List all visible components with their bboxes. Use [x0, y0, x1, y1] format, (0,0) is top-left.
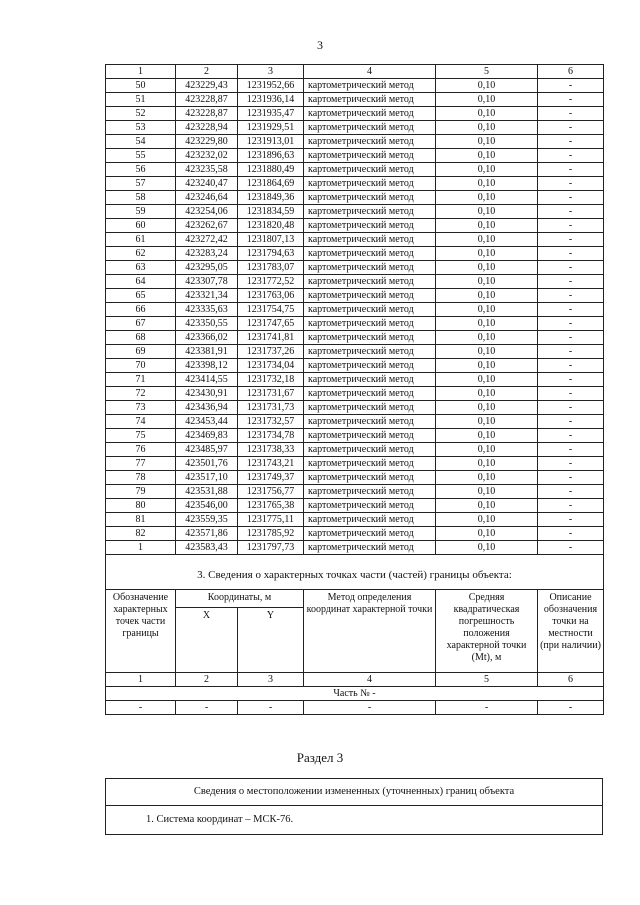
point-number-cell: 77 — [106, 457, 176, 471]
table-row — [106, 317, 604, 331]
table-row — [106, 289, 604, 303]
method-cell: картометрический метод — [304, 177, 436, 191]
description-cell: - — [538, 149, 604, 163]
description-cell: - — [538, 275, 604, 289]
table-row — [106, 541, 604, 555]
coord-x-cell: 423254,06 — [176, 205, 238, 219]
point-number-cell: 69 — [106, 345, 176, 359]
coord-y-cell: 1231794,63 — [238, 247, 304, 261]
coord-y-cell: 1231797,73 — [238, 541, 304, 555]
method-cell: картометрический метод — [304, 163, 436, 177]
table-row — [106, 401, 604, 415]
point-number-cell: 57 — [106, 177, 176, 191]
point-number-cell: 59 — [106, 205, 176, 219]
coordinates-table — [105, 64, 604, 715]
method-cell: картометрический метод — [304, 317, 436, 331]
point-number-cell: 53 — [106, 121, 176, 135]
coord-x-cell: 423398,12 — [176, 359, 238, 373]
coord-x-cell: 423559,35 — [176, 513, 238, 527]
coord-y-cell: 1231731,73 — [238, 401, 304, 415]
accuracy-cell: 0,10 — [436, 345, 538, 359]
coord-x-cell: 423235,58 — [176, 163, 238, 177]
coord-y-cell: 1231929,51 — [238, 121, 304, 135]
description-cell: - — [538, 107, 604, 121]
description-cell: - — [538, 513, 604, 527]
accuracy-cell: 0,10 — [436, 79, 538, 93]
method-cell: картометрический метод — [304, 401, 436, 415]
table-row — [106, 429, 604, 443]
method-cell: картометрический метод — [304, 93, 436, 107]
point-number-cell: 64 — [106, 275, 176, 289]
method-cell: картометрический метод — [304, 513, 436, 527]
point-number-cell: 62 — [106, 247, 176, 261]
description-cell: - — [538, 135, 604, 149]
s3-col-num-3: 3 — [238, 673, 304, 687]
point-number-cell: 55 — [106, 149, 176, 163]
description-cell: - — [538, 177, 604, 191]
header-coordinates: Координаты, м — [176, 590, 304, 608]
coord-x-cell: 423335,63 — [176, 303, 238, 317]
method-cell: картометрический метод — [304, 471, 436, 485]
point-number-cell: 73 — [106, 401, 176, 415]
accuracy-cell: 0,10 — [436, 289, 538, 303]
description-cell: - — [538, 233, 604, 247]
section3-title: 3. Сведения о характерных точках части (частей) границы объекта: — [106, 555, 604, 590]
coord-x-cell: 423272,42 — [176, 233, 238, 247]
point-number-cell: 60 — [106, 219, 176, 233]
description-cell: - — [538, 415, 604, 429]
method-cell: картометрический метод — [304, 79, 436, 93]
point-number-cell: 81 — [106, 513, 176, 527]
accuracy-cell: 0,10 — [436, 457, 538, 471]
description-cell: - — [538, 219, 604, 233]
col-num-1: 1 — [106, 65, 176, 79]
coord-y-cell: 1231749,37 — [238, 471, 304, 485]
table-row — [106, 387, 604, 401]
description-cell: - — [538, 387, 604, 401]
accuracy-cell: 0,10 — [436, 93, 538, 107]
coordinate-system: 1. Система координат – МСК-76. — [105, 805, 603, 835]
coord-y-cell: 1231936,14 — [238, 93, 304, 107]
method-cell: картометрический метод — [304, 219, 436, 233]
table-row — [106, 121, 604, 135]
coord-x-cell: 423262,67 — [176, 219, 238, 233]
method-cell: картометрический метод — [304, 289, 436, 303]
coord-y-cell: 1231849,36 — [238, 191, 304, 205]
description-cell: - — [538, 499, 604, 513]
coord-y-cell: 1231738,33 — [238, 443, 304, 457]
table-row — [106, 303, 604, 317]
method-cell: картометрический метод — [304, 527, 436, 541]
coord-y-cell: 1231743,21 — [238, 457, 304, 471]
coord-x-cell: 423517,10 — [176, 471, 238, 485]
description-cell: - — [538, 345, 604, 359]
point-number-cell: 1 — [106, 541, 176, 555]
header-description: Описание обозначения точки на местности (при наличии) — [538, 590, 604, 673]
empty-cell-6: - — [538, 701, 604, 715]
accuracy-cell: 0,10 — [436, 261, 538, 275]
coord-y-cell: 1231763,06 — [238, 289, 304, 303]
method-cell: картометрический метод — [304, 387, 436, 401]
coord-y-cell: 1231896,63 — [238, 149, 304, 163]
coord-x-cell: 423307,78 — [176, 275, 238, 289]
coord-x-cell: 423501,76 — [176, 457, 238, 471]
description-cell: - — [538, 471, 604, 485]
s3-col-num-2: 2 — [176, 673, 238, 687]
empty-cell-1: - — [106, 701, 176, 715]
method-cell: картометрический метод — [304, 331, 436, 345]
header-designation: Обозначение характерных точек части границы — [106, 590, 176, 673]
description-cell: - — [538, 303, 604, 317]
empty-cell-2: - — [176, 701, 238, 715]
coord-y-cell: 1231741,81 — [238, 331, 304, 345]
coord-y-cell: 1231935,47 — [238, 107, 304, 121]
description-cell: - — [538, 289, 604, 303]
coord-x-cell: 423546,00 — [176, 499, 238, 513]
header-accuracy: Средняя квадратическая погрешность положения характерной точки (Mt), м — [436, 590, 538, 673]
accuracy-cell: 0,10 — [436, 247, 538, 261]
section3-title-row — [106, 555, 604, 590]
accuracy-cell: 0,10 — [436, 401, 538, 415]
point-number-cell: 67 — [106, 317, 176, 331]
coord-y-cell: 1231737,26 — [238, 345, 304, 359]
accuracy-cell: 0,10 — [436, 191, 538, 205]
table-row — [106, 177, 604, 191]
page-number: 3 — [317, 38, 323, 52]
table-row — [106, 513, 604, 527]
table-row — [106, 457, 604, 471]
coord-y-cell: 1231864,69 — [238, 177, 304, 191]
coord-x-cell: 423228,94 — [176, 121, 238, 135]
coord-x-cell: 423229,43 — [176, 79, 238, 93]
coord-x-cell: 423485,97 — [176, 443, 238, 457]
method-cell: картометрический метод — [304, 443, 436, 457]
point-number-cell: 79 — [106, 485, 176, 499]
method-cell: картометрический метод — [304, 485, 436, 499]
table-row — [106, 415, 604, 429]
part-label: Часть № - — [106, 687, 604, 701]
accuracy-cell: 0,10 — [436, 331, 538, 345]
method-cell: картометрический метод — [304, 121, 436, 135]
description-cell: - — [538, 317, 604, 331]
point-number-cell: 76 — [106, 443, 176, 457]
accuracy-cell: 0,10 — [436, 387, 538, 401]
table-row — [106, 107, 604, 121]
coord-x-cell: 423232,02 — [176, 149, 238, 163]
accuracy-cell: 0,10 — [436, 359, 538, 373]
point-number-cell: 65 — [106, 289, 176, 303]
method-cell: картометрический метод — [304, 191, 436, 205]
description-cell: - — [538, 205, 604, 219]
point-number-cell: 78 — [106, 471, 176, 485]
description-cell: - — [538, 485, 604, 499]
accuracy-cell: 0,10 — [436, 513, 538, 527]
accuracy-cell: 0,10 — [436, 177, 538, 191]
coord-x-cell: 423246,64 — [176, 191, 238, 205]
point-number-cell: 75 — [106, 429, 176, 443]
column-number-row — [106, 65, 604, 79]
table-row — [106, 191, 604, 205]
accuracy-cell: 0,10 — [436, 499, 538, 513]
table-row — [106, 485, 604, 499]
table-row — [106, 443, 604, 457]
accuracy-cell: 0,10 — [436, 163, 538, 177]
header-method: Метод определения координат характерной точки — [304, 590, 436, 673]
point-number-cell: 63 — [106, 261, 176, 275]
coord-x-cell: 423453,44 — [176, 415, 238, 429]
coord-x-cell: 423583,43 — [176, 541, 238, 555]
coord-y-cell: 1231765,38 — [238, 499, 304, 513]
point-number-cell: 82 — [106, 527, 176, 541]
coord-y-cell: 1231772,52 — [238, 275, 304, 289]
description-cell: - — [538, 331, 604, 345]
coord-y-cell: 1231783,07 — [238, 261, 304, 275]
coord-x-cell: 423414,55 — [176, 373, 238, 387]
point-number-cell: 70 — [106, 359, 176, 373]
section3-header-row — [106, 590, 604, 608]
description-cell: - — [538, 401, 604, 415]
table-row — [106, 247, 604, 261]
coord-x-cell: 423283,24 — [176, 247, 238, 261]
point-number-cell: 51 — [106, 93, 176, 107]
accuracy-cell: 0,10 — [436, 149, 538, 163]
accuracy-cell: 0,10 — [436, 373, 538, 387]
coord-x-cell: 423350,55 — [176, 317, 238, 331]
table-row — [106, 233, 604, 247]
coord-y-cell: 1231734,04 — [238, 359, 304, 373]
accuracy-cell: 0,10 — [436, 233, 538, 247]
method-cell: картометрический метод — [304, 107, 436, 121]
table-row — [106, 93, 604, 107]
coord-x-cell: 423228,87 — [176, 107, 238, 121]
coord-x-cell: 423531,88 — [176, 485, 238, 499]
description-cell: - — [538, 191, 604, 205]
accuracy-cell: 0,10 — [436, 415, 538, 429]
coord-x-cell: 423295,05 — [176, 261, 238, 275]
table-row — [106, 275, 604, 289]
point-number-cell: 61 — [106, 233, 176, 247]
table-row — [106, 135, 604, 149]
method-cell: картометрический метод — [304, 541, 436, 555]
coord-y-cell: 1231820,48 — [238, 219, 304, 233]
s3-col-num-5: 5 — [436, 673, 538, 687]
coord-x-cell: 423229,80 — [176, 135, 238, 149]
coord-y-cell: 1231734,78 — [238, 429, 304, 443]
table-row — [106, 359, 604, 373]
point-number-cell: 56 — [106, 163, 176, 177]
accuracy-cell: 0,10 — [436, 121, 538, 135]
coord-y-cell: 1231775,11 — [238, 513, 304, 527]
col-num-4: 4 — [304, 65, 436, 79]
point-number-cell: 72 — [106, 387, 176, 401]
coord-y-cell: 1231754,75 — [238, 303, 304, 317]
accuracy-cell: 0,10 — [436, 443, 538, 457]
s3-col-num-4: 4 — [304, 673, 436, 687]
method-cell: картометрический метод — [304, 429, 436, 443]
coord-x-cell: 423228,87 — [176, 93, 238, 107]
method-cell: картометрический метод — [304, 345, 436, 359]
accuracy-cell: 0,10 — [436, 135, 538, 149]
method-cell: картометрический метод — [304, 359, 436, 373]
coord-x-cell: 423436,94 — [176, 401, 238, 415]
method-cell: картометрический метод — [304, 275, 436, 289]
coord-y-cell: 1231732,18 — [238, 373, 304, 387]
description-cell: - — [538, 429, 604, 443]
section-heading: Раздел 3 — [296, 750, 344, 765]
coord-x-cell: 423321,34 — [176, 289, 238, 303]
coord-y-cell: 1231732,57 — [238, 415, 304, 429]
accuracy-cell: 0,10 — [436, 303, 538, 317]
coord-y-cell: 1231913,01 — [238, 135, 304, 149]
table-row — [106, 149, 604, 163]
box-title: Сведения о местоположении измененных (уточненных) границ объекта — [105, 778, 603, 806]
coord-x-cell: 423381,91 — [176, 345, 238, 359]
point-number-cell: 52 — [106, 107, 176, 121]
accuracy-cell: 0,10 — [436, 275, 538, 289]
coord-y-cell: 1231834,59 — [238, 205, 304, 219]
accuracy-cell: 0,10 — [436, 219, 538, 233]
description-cell: - — [538, 247, 604, 261]
method-cell: картометрический метод — [304, 415, 436, 429]
empty-cell-5: - — [436, 701, 538, 715]
table-row — [106, 261, 604, 275]
description-cell: - — [538, 359, 604, 373]
table-row — [106, 331, 604, 345]
section3-empty-row — [106, 701, 604, 715]
description-cell: - — [538, 121, 604, 135]
point-number-cell: 58 — [106, 191, 176, 205]
method-cell: картометрический метод — [304, 205, 436, 219]
table-row — [106, 219, 604, 233]
coord-y-cell: 1231747,65 — [238, 317, 304, 331]
point-number-cell: 54 — [106, 135, 176, 149]
table-row — [106, 345, 604, 359]
coord-x-cell: 423469,83 — [176, 429, 238, 443]
point-number-cell: 68 — [106, 331, 176, 345]
method-cell: картометрический метод — [304, 499, 436, 513]
table-row — [106, 205, 604, 219]
description-cell: - — [538, 443, 604, 457]
accuracy-cell: 0,10 — [436, 541, 538, 555]
description-cell: - — [538, 373, 604, 387]
col-num-5: 5 — [436, 65, 538, 79]
empty-cell-3: - — [238, 701, 304, 715]
description-cell: - — [538, 93, 604, 107]
coord-y-cell: 1231880,49 — [238, 163, 304, 177]
method-cell: картометрический метод — [304, 247, 436, 261]
method-cell: картометрический метод — [304, 233, 436, 247]
accuracy-cell: 0,10 — [436, 429, 538, 443]
col-num-6: 6 — [538, 65, 604, 79]
accuracy-cell: 0,10 — [436, 107, 538, 121]
empty-cell-4: - — [304, 701, 436, 715]
coord-y-cell: 1231731,67 — [238, 387, 304, 401]
section3-column-number-row — [106, 673, 604, 687]
s3-col-num-1: 1 — [106, 673, 176, 687]
table-row — [106, 471, 604, 485]
coord-y-cell: 1231785,92 — [238, 527, 304, 541]
method-cell: картометрический метод — [304, 457, 436, 471]
description-cell: - — [538, 457, 604, 471]
coord-x-cell: 423366,02 — [176, 331, 238, 345]
table-row — [106, 499, 604, 513]
accuracy-cell: 0,10 — [436, 205, 538, 219]
point-number-cell: 74 — [106, 415, 176, 429]
col-num-2: 2 — [176, 65, 238, 79]
method-cell: картометрический метод — [304, 373, 436, 387]
table-row — [106, 527, 604, 541]
description-cell: - — [538, 163, 604, 177]
coord-y-cell: 1231952,66 — [238, 79, 304, 93]
point-number-cell: 66 — [106, 303, 176, 317]
table-row — [106, 163, 604, 177]
description-cell: - — [538, 79, 604, 93]
coord-x-cell: 423571,86 — [176, 527, 238, 541]
table-row — [106, 373, 604, 387]
accuracy-cell: 0,10 — [436, 317, 538, 331]
point-number-cell: 50 — [106, 79, 176, 93]
part-label-row — [106, 687, 604, 701]
method-cell: картометрический метод — [304, 135, 436, 149]
header-y: Y — [238, 608, 304, 673]
point-number-cell: 71 — [106, 373, 176, 387]
coord-y-cell: 1231807,13 — [238, 233, 304, 247]
description-cell: - — [538, 261, 604, 275]
s3-col-num-6: 6 — [538, 673, 604, 687]
accuracy-cell: 0,10 — [436, 527, 538, 541]
description-cell: - — [538, 541, 604, 555]
col-num-3: 3 — [238, 65, 304, 79]
coord-x-cell: 423240,47 — [176, 177, 238, 191]
header-x: X — [176, 608, 238, 673]
point-number-cell: 80 — [106, 499, 176, 513]
accuracy-cell: 0,10 — [436, 485, 538, 499]
table-row — [106, 79, 604, 93]
coord-y-cell: 1231756,77 — [238, 485, 304, 499]
method-cell: картометрический метод — [304, 303, 436, 317]
accuracy-cell: 0,10 — [436, 471, 538, 485]
description-cell: - — [538, 527, 604, 541]
coord-x-cell: 423430,91 — [176, 387, 238, 401]
method-cell: картометрический метод — [304, 261, 436, 275]
method-cell: картометрический метод — [304, 149, 436, 163]
